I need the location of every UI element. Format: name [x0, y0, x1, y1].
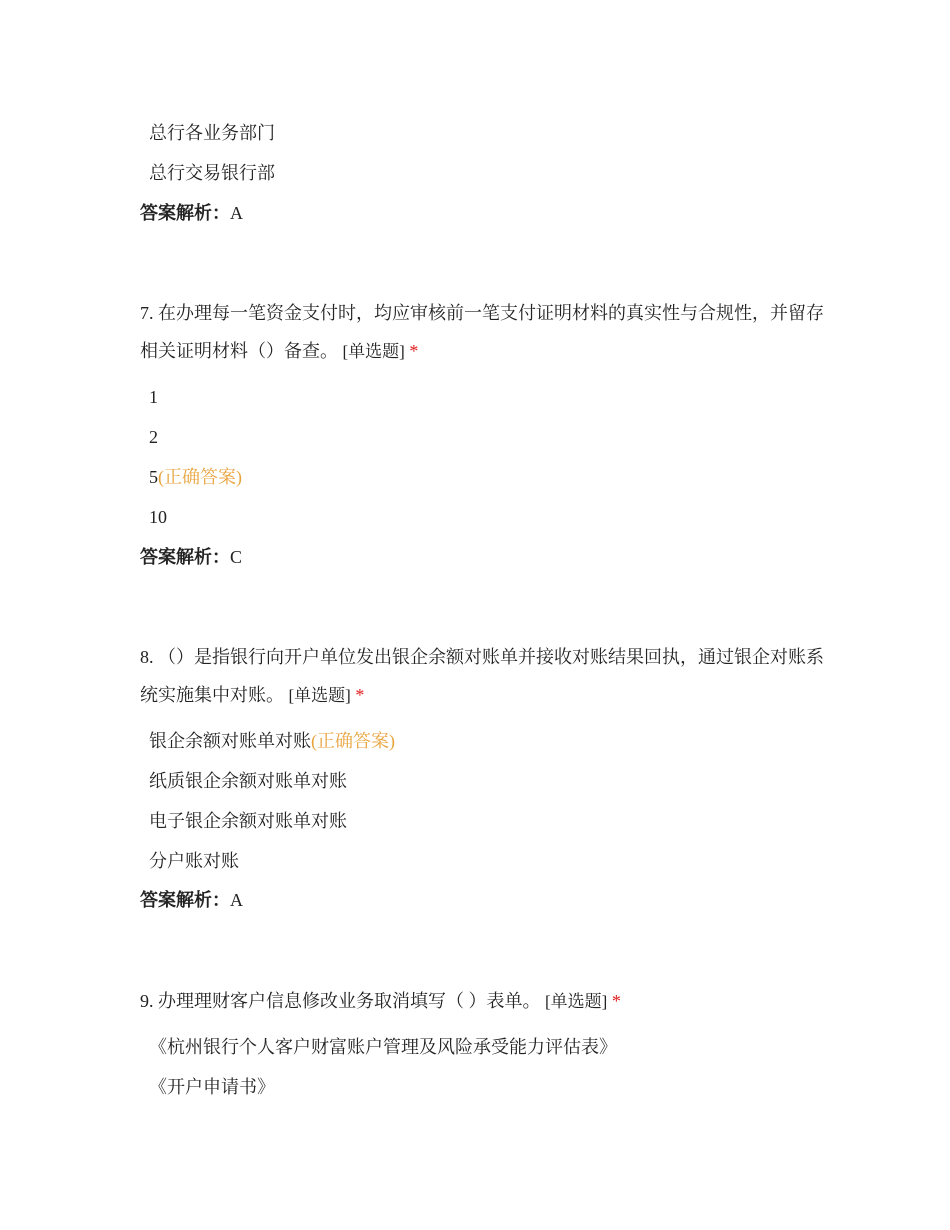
question-8	[140, 638, 830, 715]
answer-analysis	[140, 201, 243, 225]
question-number: 8.	[140, 647, 154, 667]
option-label: 10	[149, 507, 167, 527]
required-marker: *	[409, 341, 419, 361]
option-label: 总行各业务部门	[149, 123, 275, 143]
option-label: 分户账对账	[149, 851, 239, 871]
question-9	[140, 982, 830, 1021]
option-label: 银企余额对账单对账	[149, 731, 311, 751]
option-label: 总行交易银行部	[149, 163, 275, 183]
option-item	[149, 849, 239, 873]
answer-analysis	[140, 888, 243, 912]
correct-answer-tag: (正确答案)	[158, 467, 242, 487]
question-7	[140, 294, 830, 371]
question-type: [单选题]	[545, 992, 608, 1011]
option-item	[149, 161, 275, 185]
option-item	[149, 769, 347, 793]
option-item	[149, 1075, 275, 1099]
analysis-value: C	[230, 547, 243, 567]
option-item	[149, 385, 158, 409]
analysis-value: A	[230, 890, 243, 910]
correct-answer-tag: (正确答案)	[311, 731, 395, 751]
question-text: （）是指银行向开户单位发出银企余额对账单并接收对账结果回执，通过银企对账系统实施集中对账。	[140, 647, 824, 705]
question-number: 9.	[140, 991, 154, 1011]
option-item-correct	[149, 729, 395, 753]
option-item	[149, 121, 275, 145]
option-label: 《开户申请书》	[149, 1077, 275, 1097]
question-type: [单选题]	[342, 342, 405, 361]
option-item	[149, 425, 158, 449]
question-text: 在办理每一笔资金支付时，均应审核前一笔支付证明材料的真实性与合规性，并留存相关证明材料（）备查。	[140, 303, 824, 361]
option-label: 1	[149, 387, 158, 407]
required-marker: *	[611, 991, 621, 1011]
question-type: [单选题]	[288, 686, 351, 705]
question-text: 办理理财客户信息修改业务取消填写（ ）表单。	[158, 991, 541, 1011]
option-item	[149, 505, 167, 529]
question-number: 7.	[140, 303, 154, 323]
option-item-correct	[149, 465, 242, 489]
option-label: 电子银企余额对账单对账	[149, 811, 347, 831]
option-label: 2	[149, 427, 158, 447]
option-label: 纸质银企余额对账单对账	[149, 771, 347, 791]
option-label: 5	[149, 467, 158, 487]
option-label: 《杭州银行个人客户财富账户管理及风险承受能力评估表》	[149, 1037, 617, 1057]
analysis-label: 答案解析：	[140, 890, 230, 910]
analysis-label: 答案解析：	[140, 203, 230, 223]
option-item	[149, 1035, 617, 1059]
analysis-value: A	[230, 203, 243, 223]
required-marker: *	[355, 685, 365, 705]
answer-analysis	[140, 545, 242, 569]
option-item	[149, 809, 347, 833]
analysis-label: 答案解析：	[140, 547, 230, 567]
